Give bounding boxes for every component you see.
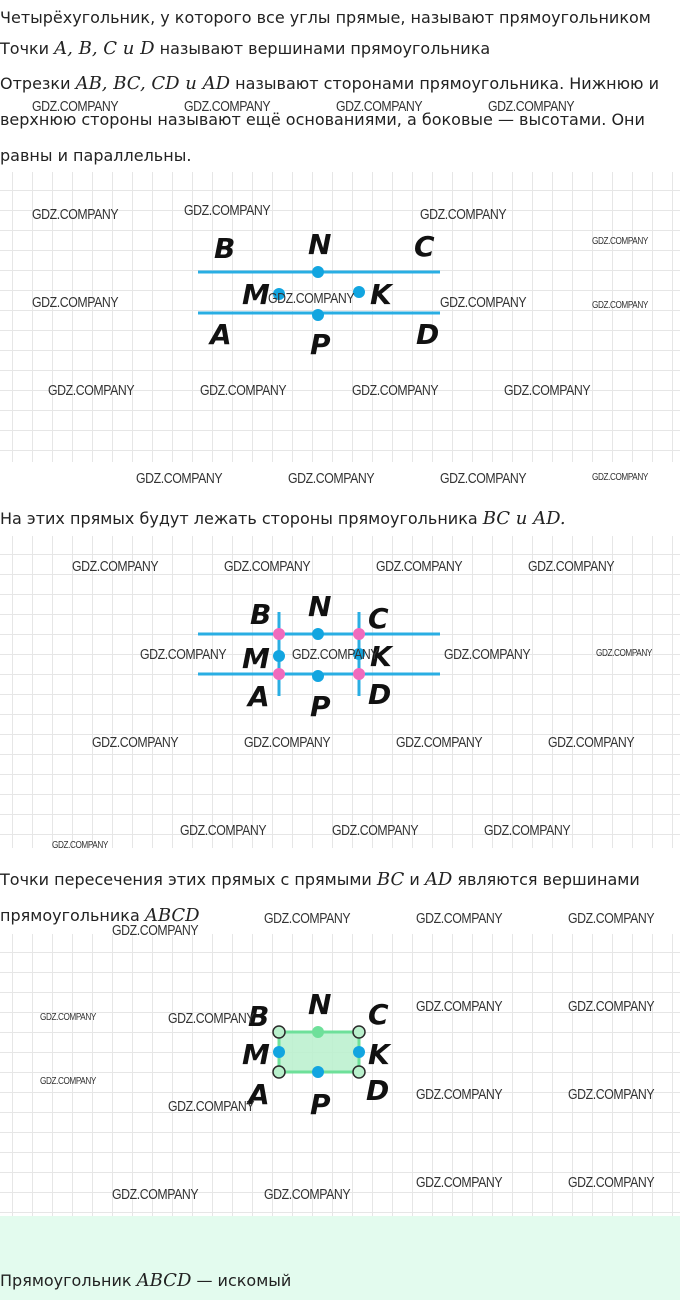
- watermark: GDZ.COMPANY: [440, 294, 527, 311]
- watermark: GDZ.COMPANY: [184, 202, 271, 219]
- label-k: K: [370, 640, 392, 673]
- label-b: B: [250, 598, 272, 631]
- watermark: GDZ.COMPANY: [32, 206, 119, 223]
- watermark: GDZ.COMPANY: [140, 646, 227, 663]
- label-k: K: [368, 1038, 390, 1071]
- watermark: GDZ.COMPANY: [332, 822, 419, 839]
- watermark: GDZ.COMPANY: [184, 98, 271, 115]
- label-a: A: [248, 1078, 270, 1111]
- label-a: A: [248, 680, 270, 713]
- math-ad: AD: [424, 869, 453, 890]
- point-m: [273, 1046, 285, 1058]
- watermark: GDZ.COMPANY: [568, 998, 655, 1015]
- watermark: GDZ.COMPANY: [40, 1076, 96, 1087]
- watermark: GDZ.COMPANY: [440, 470, 527, 487]
- paragraph-answer: [0, 1270, 291, 1291]
- text: Точки пересечения этих прямых с прямыми: [0, 870, 377, 889]
- math-bc: BC: [376, 869, 405, 890]
- watermark: GDZ.COMPANY: [92, 734, 179, 751]
- paragraph-lines-sides: [0, 508, 566, 529]
- text: и: [404, 870, 425, 889]
- math-sides: AB, BC, CD и AD: [75, 73, 231, 94]
- watermark: GDZ.COMPANY: [416, 998, 503, 1015]
- watermark: GDZ.COMPANY: [168, 1010, 255, 1027]
- label-m: M: [242, 1038, 270, 1071]
- vertex-b: [273, 1026, 285, 1038]
- watermark: GDZ.COMPANY: [396, 734, 483, 751]
- watermark: GDZ.COMPANY: [180, 822, 267, 839]
- point-k: [353, 286, 365, 298]
- math-abcd: ABCD: [144, 905, 200, 926]
- vertex-c: [353, 1026, 365, 1038]
- watermark: GDZ.COMPANY: [488, 98, 575, 115]
- text: называют вершинами прямоугольника: [154, 39, 491, 58]
- math-vertices: A, B, C и D: [54, 38, 155, 59]
- watermark: GDZ.COMPANY: [224, 558, 311, 575]
- figure-perpendiculars-svg: [0, 536, 680, 848]
- watermark: GDZ.COMPANY: [288, 470, 375, 487]
- watermark: GDZ.COMPANY: [416, 910, 503, 927]
- point-p: [312, 1066, 324, 1078]
- watermark: GDZ.COMPANY: [112, 922, 199, 939]
- text: — искомый: [191, 1271, 292, 1290]
- watermark: GDZ.COMPANY: [548, 734, 635, 751]
- label-b: B: [214, 232, 236, 265]
- watermark: GDZ.COMPANY: [416, 1174, 503, 1191]
- watermark: GDZ.COMPANY: [136, 470, 223, 487]
- label-d: D: [366, 1074, 390, 1107]
- watermark: GDZ.COMPANY: [112, 1186, 199, 1203]
- text: На этих прямых будут лежать стороны прямоугольника: [0, 509, 483, 528]
- watermark: GDZ.COMPANY: [40, 1012, 96, 1023]
- watermark: GDZ.COMPANY: [264, 1186, 351, 1203]
- label-k: K: [370, 278, 392, 311]
- watermark: GDZ.COMPANY: [268, 290, 355, 307]
- text: Отрезки: [0, 74, 76, 93]
- point-n: [312, 628, 324, 640]
- vertex-a: [273, 668, 285, 680]
- vertex-a: [273, 1066, 285, 1078]
- label-m: M: [242, 642, 270, 675]
- paragraph-sides: [0, 66, 680, 174]
- watermark: GDZ.COMPANY: [592, 300, 648, 311]
- math-abcd: ABCD: [136, 1270, 192, 1291]
- watermark: GDZ.COMPANY: [244, 734, 331, 751]
- watermark: GDZ.COMPANY: [336, 98, 423, 115]
- vertex-d: [353, 668, 365, 680]
- watermark: GDZ.COMPANY: [292, 646, 379, 663]
- label-p: P: [310, 328, 331, 361]
- label-a: A: [210, 318, 232, 351]
- watermark: GDZ.COMPANY: [528, 558, 615, 575]
- watermark: GDZ.COMPANY: [568, 910, 655, 927]
- watermark: GDZ.COMPANY: [376, 558, 463, 575]
- watermark: GDZ.COMPANY: [592, 236, 648, 247]
- watermark: GDZ.COMPANY: [352, 382, 439, 399]
- watermark: GDZ.COMPANY: [32, 294, 119, 311]
- label-c: C: [414, 230, 435, 263]
- label-n: N: [308, 590, 332, 623]
- paragraph-vertices: [0, 38, 490, 59]
- watermark: GDZ.COMPANY: [48, 382, 135, 399]
- rectangle-abcd: [279, 1032, 359, 1072]
- label-d: D: [368, 678, 392, 711]
- label-p: P: [310, 690, 331, 723]
- figure-perpendiculars: [0, 536, 680, 848]
- text: называют сторонами прямоугольника. Нижнюю и верхнюю стороны называют ещё основаниями, а боковые — высотами. Они равны и параллельны.: [0, 74, 659, 165]
- watermark: GDZ.COMPANY: [484, 822, 571, 839]
- watermark: GDZ.COMPANY: [444, 646, 531, 663]
- point-p: [312, 309, 324, 321]
- watermark: GDZ.COMPANY: [568, 1086, 655, 1103]
- label-d: D: [416, 318, 440, 351]
- point-n: [312, 1026, 324, 1038]
- text: Точки: [0, 39, 55, 58]
- text: Прямоугольник: [0, 1271, 137, 1290]
- label-b: B: [248, 1000, 270, 1033]
- math-bc-ad: BC и AD.: [482, 508, 566, 529]
- watermark: GDZ.COMPANY: [264, 910, 351, 927]
- point-k: [353, 1046, 365, 1058]
- vertex-d: [353, 1066, 365, 1078]
- label-p: P: [310, 1088, 331, 1121]
- watermark: GDZ.COMPANY: [200, 382, 287, 399]
- label-c: C: [368, 998, 389, 1031]
- watermark: GDZ.COMPANY: [596, 648, 652, 659]
- watermark: GDZ.COMPANY: [420, 206, 507, 223]
- label-m: M: [242, 278, 270, 311]
- point-p: [312, 670, 324, 682]
- vertex-c: [353, 628, 365, 640]
- vertex-b: [273, 628, 285, 640]
- watermark: GDZ.COMPANY: [72, 558, 159, 575]
- watermark: GDZ.COMPANY: [568, 1174, 655, 1191]
- text: являются вершинами прямоугольника: [0, 870, 640, 925]
- watermark: GDZ.COMPANY: [52, 840, 108, 851]
- point-n: [312, 266, 324, 278]
- point-m: [273, 650, 285, 662]
- paragraph-definition: Четырёхугольник, у которого все углы прямые, называют прямоугольником: [0, 8, 651, 27]
- label-n: N: [308, 228, 332, 261]
- watermark: GDZ.COMPANY: [168, 1098, 255, 1115]
- label-c: C: [368, 602, 389, 635]
- watermark: GDZ.COMPANY: [32, 98, 119, 115]
- watermark: GDZ.COMPANY: [416, 1086, 503, 1103]
- watermark: GDZ.COMPANY: [592, 472, 648, 483]
- watermark: GDZ.COMPANY: [504, 382, 591, 399]
- label-n: N: [308, 988, 332, 1021]
